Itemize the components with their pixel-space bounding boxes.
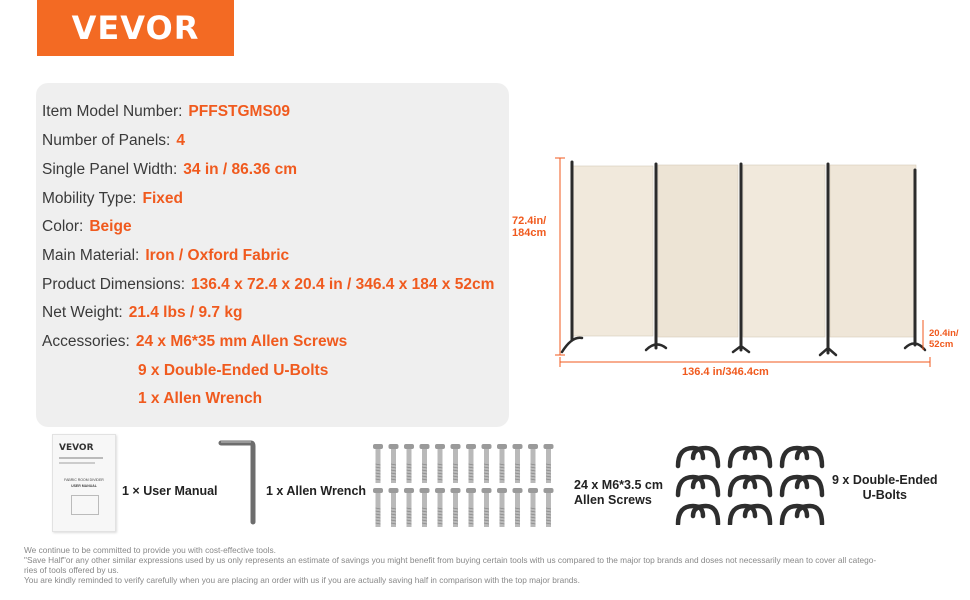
manual-subtitle: USER MANUAL — [71, 484, 97, 488]
manual-title: FABRIC ROOM DIVIDER — [64, 478, 104, 482]
screw — [497, 444, 507, 483]
u-bolt — [730, 477, 770, 495]
panel-2 — [658, 165, 738, 337]
depth-label-line1: 20.4in/ — [929, 328, 959, 339]
u-bolt — [678, 448, 718, 466]
spec-label: Main Material: — [42, 247, 140, 264]
screw — [451, 444, 461, 483]
ubolts-caption-line2: U-Bolts — [862, 488, 908, 502]
screw — [389, 488, 399, 527]
screw — [404, 444, 414, 483]
spec-value: 24 x M6*35 mm Allen Screws — [135, 333, 348, 350]
u-bolt — [782, 448, 822, 466]
spec-value: Beige — [89, 218, 132, 235]
spec-panel — [36, 83, 509, 427]
screw — [451, 488, 461, 527]
spec-label: Item Model Number: — [42, 103, 183, 120]
screw — [373, 444, 383, 483]
spec-value: 4 — [176, 132, 185, 149]
u-bolt — [678, 506, 718, 524]
spec-label: Single Panel Width: — [42, 161, 178, 178]
u-bolt — [782, 506, 822, 524]
panel-3 — [743, 165, 825, 337]
u-bolt — [782, 477, 822, 495]
spec-label: Product Dimensions: — [42, 276, 186, 293]
spec-value: 136.4 x 72.4 x 20.4 in / 346.4 x 184 x 52cm — [191, 276, 495, 293]
spec-row-model — [42, 103, 290, 121]
frame-feet — [562, 338, 925, 355]
ubolts-caption — [832, 473, 938, 503]
depth-label — [929, 328, 959, 350]
manual-caption: 1 × User Manual — [122, 484, 218, 498]
screw — [482, 488, 492, 527]
height-label-line2: 184cm — [512, 227, 547, 239]
spec-label: Accessories: — [42, 333, 130, 350]
disclaimer-line: You are kindly reminded to verify carefully when you are placing an order with us if you are actually saving half in comparison with the top major brands. — [24, 575, 580, 585]
spec-label: Color: — [42, 218, 84, 235]
spec-value: 34 in / 86.36 cm — [183, 161, 298, 178]
spec-value: Iron / Oxford Fabric — [145, 247, 290, 264]
screw — [466, 488, 476, 527]
u-bolts-image — [668, 440, 828, 525]
disclaimer — [24, 545, 954, 585]
u-bolt — [678, 477, 718, 495]
manual-brand: VEVOR — [59, 443, 94, 453]
screws-caption — [574, 478, 663, 508]
spec-label: Net Weight: — [42, 304, 123, 321]
u-bolt — [730, 448, 770, 466]
spec-value: 21.4 lbs / 9.7 kg — [128, 304, 243, 321]
screw — [435, 488, 445, 527]
spec-row-material — [42, 247, 289, 265]
brand-logo: VEVOR — [37, 0, 234, 56]
spec-label: Number of Panels: — [42, 132, 171, 149]
accessory-ubolts: 9 x Double-Ended U-Bolts — [138, 362, 329, 379]
screw — [497, 488, 507, 527]
disclaimer-line: We continue to be committed to provide you with cost-effective tools. — [24, 545, 276, 555]
screw — [466, 444, 476, 483]
screw — [420, 488, 430, 527]
screw — [513, 488, 523, 527]
screw — [420, 444, 430, 483]
wrench-caption: 1 x Allen Wrench — [266, 484, 367, 498]
screw — [435, 444, 445, 483]
width-label: 136.4 in/346.4cm — [682, 366, 769, 378]
panel-4 — [830, 165, 916, 337]
spec-row-weight — [42, 304, 242, 322]
screw — [389, 444, 399, 483]
screw — [404, 488, 414, 527]
spec-value: Fixed — [142, 190, 183, 207]
screw — [482, 444, 492, 483]
screw — [528, 444, 538, 483]
user-manual-image — [52, 434, 116, 532]
u-bolt — [730, 506, 770, 524]
accessory-wrench: 1 x Allen Wrench — [138, 390, 263, 407]
spec-value: PFFSTGMS09 — [188, 103, 291, 120]
height-label-line1: 72.4in/ — [512, 215, 547, 227]
ubolts-caption-line1: 9 x Double-Ended — [832, 473, 938, 487]
depth-label-line2: 52cm — [929, 339, 954, 350]
disclaimer-line: "Save Half"or any other similar expressions used by us only represents an estimate of savings you might benefit from buying certain tools with us compared to the major top brands and doses not necessarily mean to cover all catego- — [24, 555, 877, 565]
spec-row-accessories — [42, 333, 347, 351]
spec-row-panel-width — [42, 161, 297, 179]
screw — [513, 444, 523, 483]
spec-row-mobility — [42, 190, 183, 208]
screw — [544, 488, 554, 527]
spec-row-color — [42, 218, 132, 236]
screw — [528, 488, 538, 527]
spec-label: Mobility Type: — [42, 190, 137, 207]
screw — [544, 444, 554, 483]
disclaimer-line: ries of tools offered by us. — [24, 565, 119, 575]
allen-wrench-image — [215, 436, 260, 528]
screws-caption-line2: Allen Screws — [574, 493, 652, 507]
screws-caption-line1: 24 x M6*3.5 cm — [574, 478, 663, 492]
spec-row-dimensions — [42, 276, 494, 294]
allen-screws-image — [370, 440, 570, 528]
room-divider-illustration — [545, 150, 965, 380]
height-label — [512, 215, 546, 239]
screw — [373, 488, 383, 527]
spec-row-panels — [42, 132, 185, 150]
panel-1 — [573, 166, 653, 336]
